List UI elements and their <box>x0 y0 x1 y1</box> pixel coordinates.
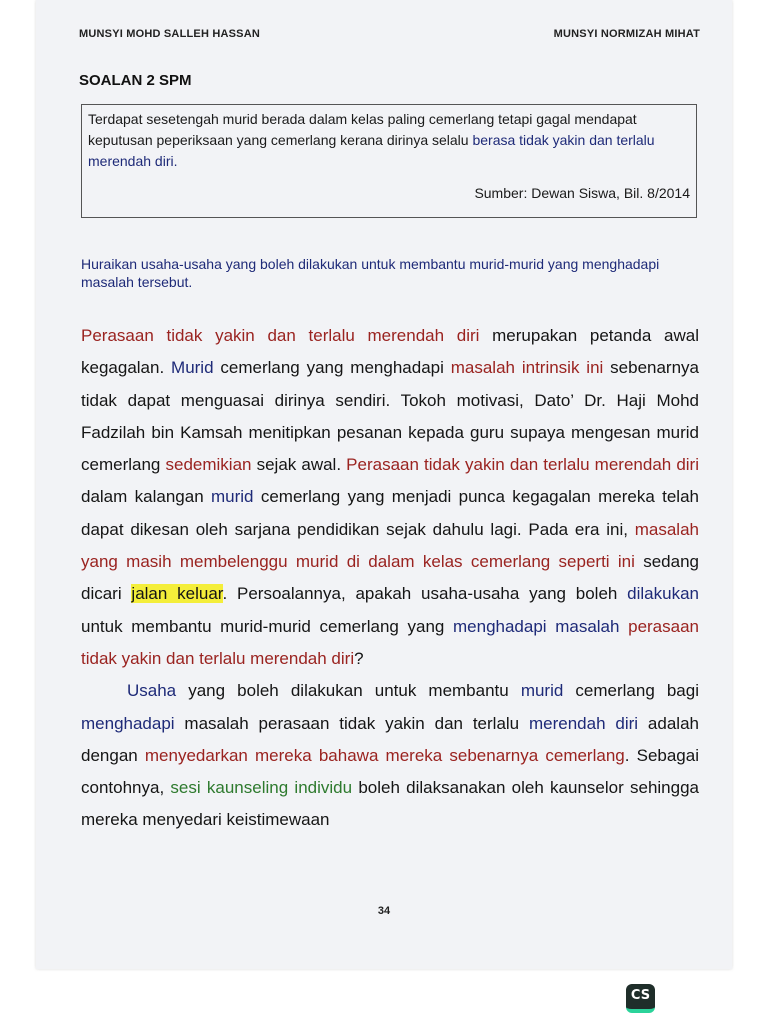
logo-text: CS <box>630 988 651 1003</box>
text-span: masalah yang masih membelenggu murid di dalam kelas cemerlang seperti ini <box>81 519 699 572</box>
paragraph-1 <box>81 320 699 675</box>
text-span: sejak awal. <box>251 455 347 475</box>
text-span: murid <box>520 681 564 701</box>
paragraph-2 <box>81 675 699 836</box>
text-span: . Sebagai contohnya, <box>81 745 699 798</box>
text-span: boleh dilaksanakan oleh kaunselor sehingga mereka menyedari keistimewaan <box>81 778 699 830</box>
header-author-left: MUNSYI MOHD SALLEH HASSAN <box>79 28 261 40</box>
text-span: sedemikian <box>165 455 252 475</box>
header-author-right: MUNSYI NORMIZAH MIHAT <box>553 28 700 40</box>
text-span: murid <box>211 487 254 507</box>
question-text: Huraikan usaha-usaha yang boleh dilakukan untuk membantu murid-murid yang menghadapi masalah tersebut. <box>81 256 660 290</box>
quote-text-highlight: berasa tidak yakin dan terlalu merendah diri. <box>88 132 655 169</box>
text-span: Perasaan tidak yakin dan terlalu merendah diri <box>81 326 480 345</box>
quote-text <box>88 109 690 172</box>
text-span: menghadapi masalah <box>453 616 620 636</box>
quote-text-part: Terdapat sesetengah murid berada dalam kelas paling cemerlang tetapi gagal mendapat keputusan peperiksaan yang cemerlang kerana dirinya selalu <box>88 111 637 148</box>
document-page <box>36 0 732 969</box>
text-span: . Persoalannya, apakah usaha-usaha yang boleh <box>222 584 628 604</box>
text-span: sesi kaunseling individu <box>170 778 353 798</box>
text-span: perasaan tidak yakin dan terlalu merendah diri <box>81 616 699 668</box>
highlighted-phrase: jalan keluar <box>131 584 223 604</box>
text-span: cemerlang yang menjadi punca kegagalan mereka telah dapat dikesan oleh sarjana pendidikan sejak dahulu lagi. Pada era ini, <box>81 487 699 539</box>
text-span: adalah dengan <box>81 713 699 765</box>
text-span: menyedarkan mereka bahawa mereka sebenarnya cemerlang <box>144 745 625 765</box>
text-span: yang boleh dilakukan untuk membantu <box>176 681 521 701</box>
text-span: merendah diri <box>529 713 639 733</box>
text-span: masalah perasaan tidak yakin dan terlalu <box>174 713 529 733</box>
text-span: ? <box>354 648 364 668</box>
text-span: merupakan petanda awal kegagalan. <box>81 326 699 378</box>
text-span: Usaha <box>127 681 177 701</box>
text-span: cemerlang bagi <box>563 681 699 701</box>
text-span <box>619 617 628 636</box>
text-span: sedang dicari <box>81 552 699 604</box>
camscanner-logo-icon <box>626 984 655 1013</box>
text-span: menghadapi <box>81 713 175 733</box>
quote-source: Sumber: Dewan Siswa, Bil. 8/2014 <box>474 185 690 201</box>
section-title: SOALAN 2 SPM <box>79 72 192 89</box>
text-span: cemerlang yang menghadapi <box>213 358 451 378</box>
page-number: 34 <box>377 905 391 917</box>
essay-body <box>81 320 699 837</box>
text-span: dalam kalangan <box>81 487 211 507</box>
text-span: sebenarnya tidak dapat menguasai dirinya sendiri. Tokoh motivasi, Dato’ Dr. Haji Mohd Fadzilah bin Kamsah menitipkan pesanan kepada guru supaya mengesan murid cemerlang <box>81 358 699 475</box>
text-span: Murid <box>171 358 214 378</box>
text-span: untuk membantu murid-murid cemerlang yang <box>81 616 453 636</box>
text-span: dilakukan <box>627 584 699 604</box>
quote-box <box>81 104 697 218</box>
text-span: Perasaan tidak yakin dan terlalu merendah diri <box>346 455 699 475</box>
text-span: masalah intrinsik ini <box>450 358 604 378</box>
